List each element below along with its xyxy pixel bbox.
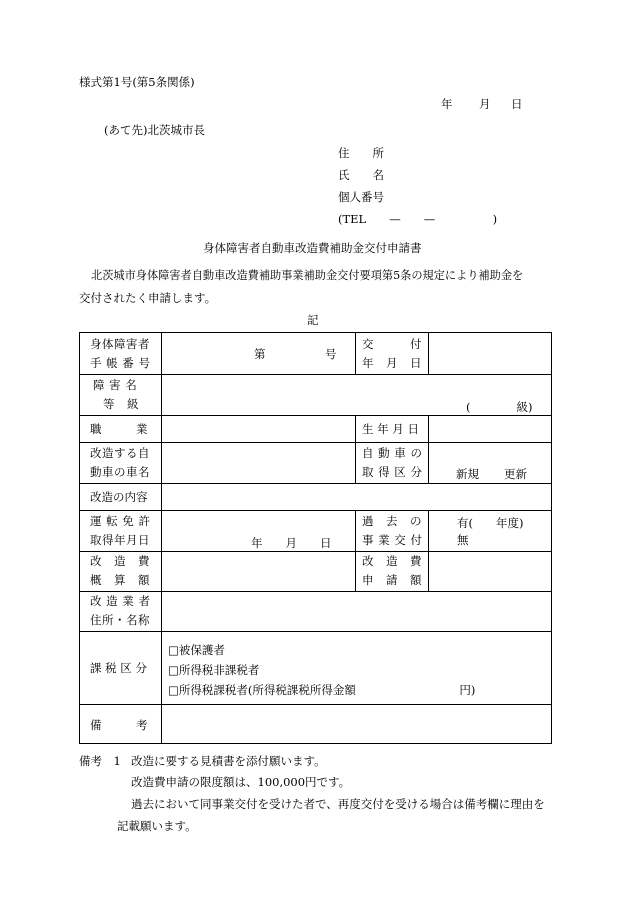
acquisition-new-option[interactable]: 新規 — [456, 467, 479, 481]
techo-dai-label: 第 — [254, 347, 266, 361]
requested-amount-label-line1: 改 造 費 — [362, 554, 422, 568]
estimated-cost-label — [90, 553, 156, 589]
notes-label: 備考 1 — [79, 754, 121, 768]
requested-amount-label-line2: 申 請 額 — [362, 573, 422, 587]
estimated-cost-label-line1: 改 造 費 — [90, 554, 150, 568]
modification-content-field[interactable] — [164, 485, 549, 509]
techo-number-label — [90, 336, 154, 372]
note-line3: 過去において同事業交付を受けた者で、再度交付を受ける場合は備考欄に理由を — [131, 797, 545, 811]
date-month-label: 月 — [479, 97, 491, 111]
note-line1: 改造に要する見積書を添付願います。 — [131, 754, 326, 768]
shokugyo-field[interactable] — [164, 417, 353, 441]
contractor-label-line2: 住所・名称 — [90, 613, 150, 627]
birthdate-label: 生 年 月 日 — [362, 422, 419, 436]
license-date-label — [90, 513, 154, 549]
tax-category-label: 課 税 区 分 — [90, 661, 147, 675]
license-date-field[interactable] — [164, 513, 353, 549]
techo-go-label: 号 — [325, 347, 337, 361]
note-line2: 改造費申請の限度額は、100,000円です。 — [131, 775, 351, 789]
remarks-field[interactable] — [164, 707, 549, 741]
kofu-label-line2: 年 月 日 — [362, 356, 422, 370]
car-name-label — [90, 445, 156, 481]
shogai-label-line2: 等 級 — [103, 397, 139, 411]
license-label-line2: 取得年月日 — [90, 533, 150, 547]
car-name-label-line2: 動車の車名 — [90, 465, 150, 479]
addressee: (あて先)北茨城市長 — [104, 123, 205, 137]
techo-number-field[interactable] — [169, 335, 351, 372]
car-name-label-line1: 改造する自 — [90, 446, 150, 460]
acquisition-type-label — [362, 445, 426, 481]
acquisition-label-line1: 自 動 車 の — [362, 446, 423, 460]
ki-heading: 記 — [307, 313, 319, 327]
license-date-placeholder: 年 月 日 — [251, 536, 332, 550]
past-grant-yes-option[interactable]: 有( 年度) — [457, 516, 524, 530]
kofu-date-label — [362, 336, 424, 372]
tax-option-nontaxable[interactable]: □所得税非課税者 — [168, 663, 260, 677]
acquisition-label-line2: 取 得 区 分 — [362, 465, 423, 479]
estimated-cost-label-line2: 概 算 額 — [90, 573, 150, 587]
car-name-field[interactable] — [164, 445, 353, 481]
tax-option-taxable[interactable]: □所得税課税者(所得税課税所得金額 円) — [168, 683, 476, 697]
past-grant-label-line2: 事 業 交 付 — [362, 533, 423, 547]
applicant-id-label: 個人番号 — [338, 190, 384, 204]
past-grant-no-option[interactable]: 無 — [457, 533, 469, 547]
intro-text-line2: 交付されたく申請します。 — [79, 291, 217, 305]
shogai-kyu-label: ( 級) — [466, 400, 533, 414]
modification-content-label: 改造の内容 — [90, 490, 148, 504]
remarks-label: 備 考 — [90, 718, 148, 732]
past-grant-label — [362, 513, 426, 549]
contractor-field[interactable] — [164, 593, 549, 629]
requested-amount-label — [362, 553, 426, 589]
shogai-label — [93, 377, 155, 413]
contractor-label-line1: 改 造 業 者 — [90, 594, 151, 608]
license-label-line1: 運 転 免 許 — [90, 514, 151, 528]
birthdate-field[interactable] — [431, 417, 549, 441]
note-line4: 記載願います。 — [117, 819, 197, 833]
shogai-label-line1: 障 害 名 — [93, 378, 138, 392]
acquisition-renew-option[interactable]: 更新 — [504, 467, 527, 481]
intro-text-line1: 北茨城市身体障害者自動車改造費補助事業補助金交付要項第5条の規定により補助金を — [91, 269, 524, 282]
contractor-label — [90, 593, 156, 629]
estimated-cost-field[interactable] — [164, 553, 353, 589]
applicant-tel-label: (TEL — — ) — [338, 212, 498, 226]
kofu-date-field[interactable] — [431, 335, 549, 372]
requested-amount-field[interactable] — [431, 553, 549, 589]
kofu-label-line1: 交 付 — [362, 337, 422, 351]
applicant-name-label: 氏 名 — [338, 168, 384, 182]
shokugyo-label: 職 業 — [90, 422, 148, 436]
tax-option-welfare[interactable]: □被保護者 — [168, 643, 225, 657]
date-day-label: 日 — [511, 97, 523, 111]
form-number: 様式第1号(第5条関係) — [79, 75, 195, 89]
applicant-address-label: 住 所 — [338, 146, 384, 160]
techo-label-line2: 手 帳 番 号 — [90, 356, 151, 370]
document-title: 身体障害者自動車改造費補助金交付申請書 — [203, 241, 422, 255]
date-year-label: 年 — [441, 97, 453, 111]
past-grant-label-line1: 過 去 の — [362, 514, 422, 528]
techo-label-line1: 身体障害者 — [90, 337, 150, 351]
